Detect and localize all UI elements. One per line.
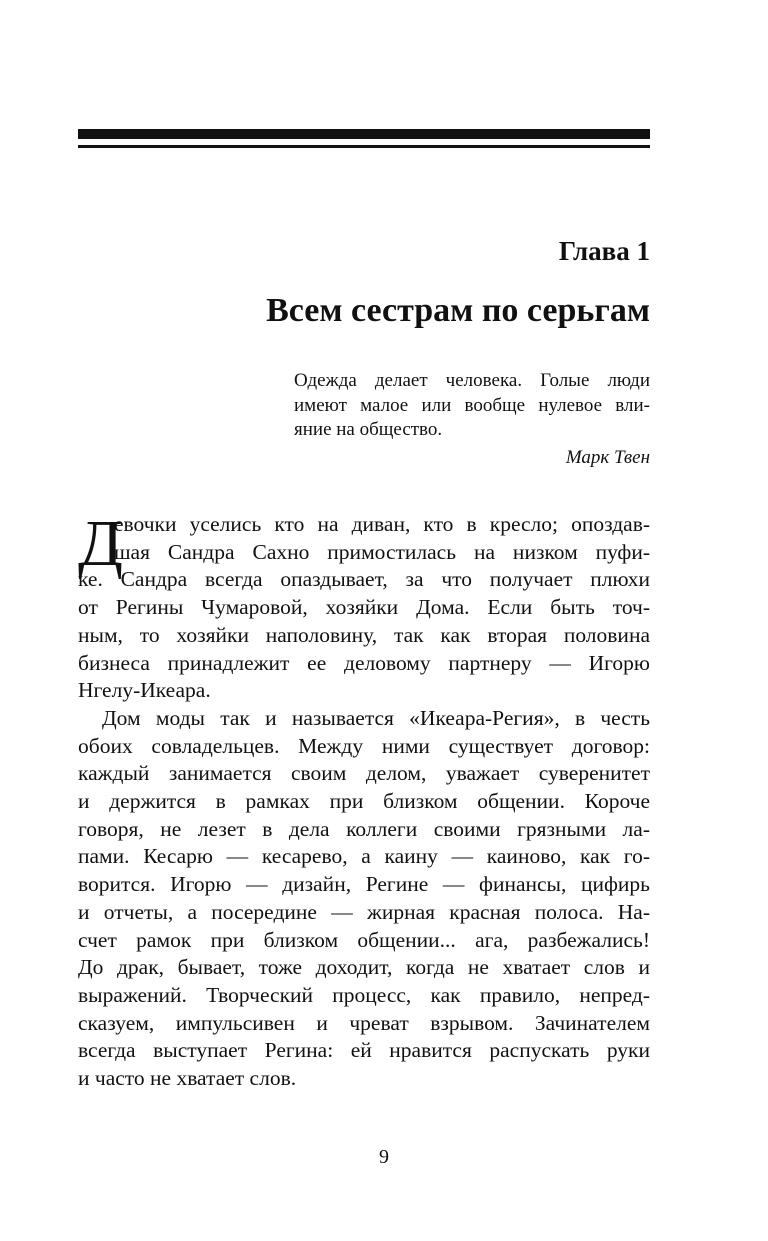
body-line: и отчеты, а посередине — жирная красная полоса. На- xyxy=(78,899,650,924)
epigraph-line: Одежда делает человека. Голые люди xyxy=(294,370,650,391)
body-line: и часто не хватает слов. xyxy=(78,1066,297,1091)
body-line: Дом моды так и называется «Икеара-Регия», в честь xyxy=(102,705,650,730)
body-line: всегда выступает Регина: ей нравится распускать руки xyxy=(78,1038,650,1063)
body-line: каждый занимается своим делом, уважает суверенитет xyxy=(78,761,650,786)
body-line: ке. Сандра всегда опаздывает, за что получает плюхи xyxy=(78,567,650,592)
body-line: и держится в рамках при близком общении. Короче xyxy=(78,789,650,814)
body-text xyxy=(78,507,650,1093)
body-line: евочки уселись кто на диван, кто в кресло; опоздав- xyxy=(114,512,650,536)
body-line: выражений. Творческий процесс, как правило, непред- xyxy=(78,982,650,1007)
body-line: бизнеса принадлежит ее деловому партнеру — Игорю xyxy=(78,650,650,675)
epigraph xyxy=(294,369,650,470)
body-line: говоря, не лезет в дела коллеги своими грязными ла- xyxy=(78,816,650,841)
body-line: сказуем, импульсивен и чреват взрывом. Зачинателем xyxy=(78,1010,650,1035)
drop-cap: Д xyxy=(78,507,124,580)
body-line: от Регины Чумаровой, хозяйки Дома. Если быть точ- xyxy=(78,595,650,620)
epigraph-line: имеют малое или вообще нулевое вли- xyxy=(294,394,650,416)
body-line: счет рамок при близком общении... ага, разбежались! xyxy=(78,927,650,952)
body-line: обоих совладельцев. Между ними существует договор: xyxy=(78,733,650,758)
epigraph-line: яние на общество. xyxy=(294,419,443,440)
body-line: ворится. Игорю — дизайн, Регине — финансы, цифирь xyxy=(78,872,650,897)
chapter-label: Глава 1 xyxy=(558,236,650,266)
header-rule-thick xyxy=(78,129,650,139)
body-line: пами. Кесарю — кесарево, а каину — каиново, как го- xyxy=(78,844,650,869)
page-number: 9 xyxy=(379,1146,389,1168)
header-rule-thin xyxy=(78,145,650,148)
epigraph-author: Марк Твен xyxy=(565,446,650,468)
body-line: шая Сандра Сахно примостилась на низком пуфи- xyxy=(114,539,650,564)
body-line: Нгелу-Икеара. xyxy=(78,678,211,703)
body-line: ным, то хозяйки наполовину, так как вторая половина xyxy=(78,622,650,647)
chapter-title: Всем сестрам по серьгам xyxy=(266,292,650,329)
body-line: До драк, бывает, тоже доходит, когда не хватает слов и xyxy=(78,955,650,980)
